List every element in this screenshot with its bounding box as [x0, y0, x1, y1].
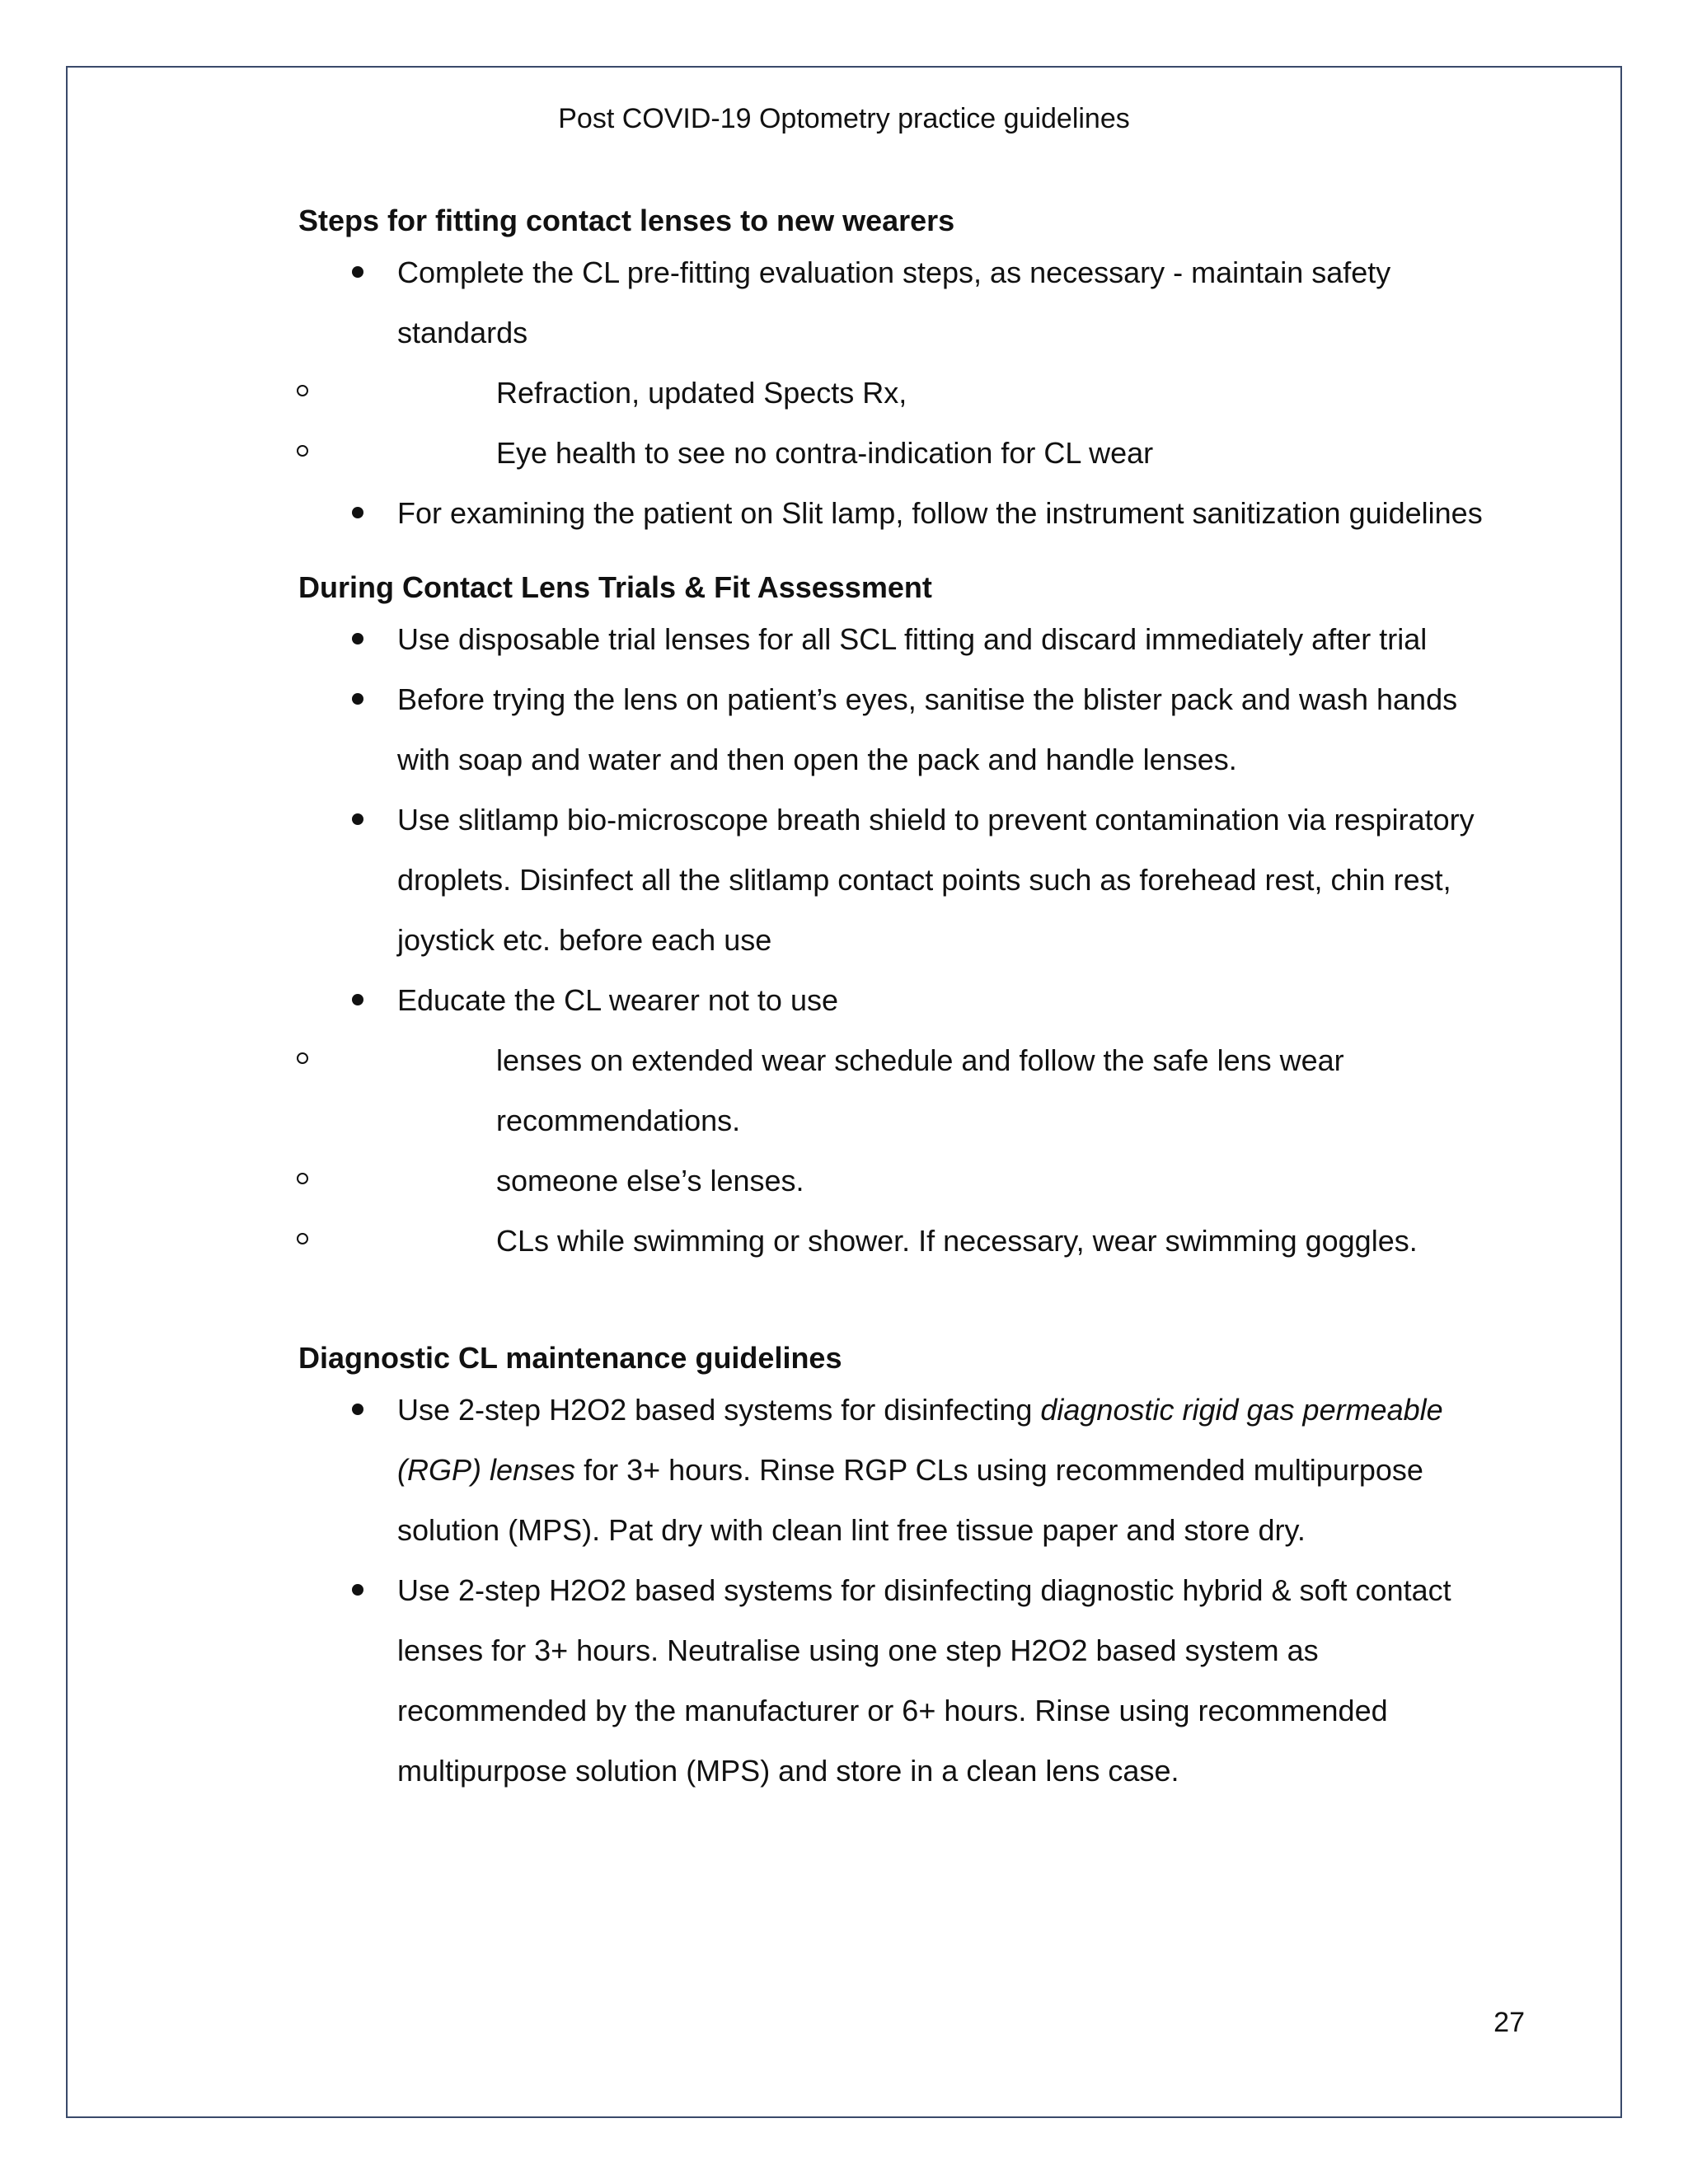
list-item [298, 242, 1502, 363]
list-item [298, 609, 1502, 669]
list-item [298, 483, 1502, 543]
sub-list-item [397, 363, 1502, 423]
section-heading-fitting-new-wearers: Steps for fitting contact lenses to new wearers [298, 204, 955, 237]
bullet-icon [352, 1584, 363, 1596]
bullet-icon [352, 266, 363, 278]
sub-bullet-list [298, 363, 1502, 483]
bullet-icon [352, 994, 363, 1005]
section-heading-diagnostic-maintenance: Diagnostic CL maintenance guidelines [298, 1341, 842, 1375]
sub-list-item-text: someone else’s lenses. [496, 1164, 804, 1197]
text-segment: for 3+ hours. Rinse RGP CLs using recommended multipurpose solution (MPS). Pat dry with clean lint free tissue paper and store dry. [397, 1453, 1423, 1547]
list-item-text: Educate the CL wearer not to use [397, 983, 838, 1017]
list-item-text: Use disposable trial lenses for all SCL fitting and discard immediately after trial [397, 622, 1428, 656]
italic-text-segment: diagnostic rigid gas permeable (RGP) lenses [397, 1393, 1443, 1487]
list-item [298, 669, 1502, 790]
sub-list-item [397, 1030, 1502, 1151]
list-item-text: Use 2-step H2O2 based systems for disinfecting diagnostic hybrid & soft contact lenses for 3+ hours. Neutralise using one step H2O2 based system as recommended by the manufacturer or 6+ hours. Rinse using recommended multipurpose solution (MPS) and store in a clean lens case. [397, 1573, 1451, 1788]
list-item-text: Complete the CL pre-fitting evaluation steps, as necessary - maintain safety standards [397, 255, 1391, 349]
sub-bullet-list [298, 1030, 1502, 1271]
list-item-text: Use slitlamp bio-microscope breath shield to prevent contamination via respiratory droplets. Disinfect all the slitlamp contact points such as forehead rest, chin rest, joystick etc. before each use [397, 803, 1475, 957]
sub-list-item [397, 423, 1502, 483]
circle-bullet-icon [297, 385, 308, 396]
bullet-icon [352, 693, 363, 705]
circle-bullet-icon [297, 1233, 308, 1244]
circle-bullet-icon [297, 445, 308, 457]
circle-bullet-icon [297, 1052, 308, 1064]
list-item [298, 970, 1502, 1030]
page-number: 27 [1493, 2007, 1525, 2038]
circle-bullet-icon [297, 1173, 308, 1184]
bullet-list [298, 609, 1502, 1030]
document-body [298, 199, 1502, 1801]
sub-list-item [397, 1211, 1502, 1271]
sub-list-item-text: lenses on extended wear schedule and follow the safe lens wear recommendations. [496, 1043, 1344, 1137]
section-heading-trials-fit-assessment: During Contact Lens Trials & Fit Assessment [298, 570, 932, 604]
bullet-list [298, 483, 1502, 543]
list-item [298, 790, 1502, 970]
list-item [298, 1380, 1502, 1560]
list-item-text: For examining the patient on Slit lamp, follow the instrument sanitization guidelines [397, 496, 1483, 530]
bullet-list [298, 1380, 1502, 1801]
sub-list-item-text: Refraction, updated Spects Rx, [496, 376, 907, 410]
sub-list-item-text: CLs while swimming or shower. If necessary, wear swimming goggles. [496, 1224, 1418, 1258]
bullet-icon [352, 507, 363, 518]
bullet-icon [352, 813, 363, 825]
sub-list-item [397, 1151, 1502, 1211]
running-header: Post COVID-19 Optometry practice guidelines [558, 103, 1130, 134]
bullet-list [298, 242, 1502, 363]
list-item-text [397, 1393, 1443, 1547]
list-item [298, 1560, 1502, 1801]
bullet-icon [352, 633, 363, 644]
bullet-icon [352, 1404, 363, 1415]
list-item-text: Before trying the lens on patient’s eyes, sanitise the blister pack and wash hands with soap and water and then open the pack and handle lenses. [397, 682, 1458, 776]
sub-list-item-text: Eye health to see no contra-indication for CL wear [496, 436, 1154, 470]
text-segment: Use 2-step H2O2 based systems for disinfecting [397, 1393, 1041, 1427]
